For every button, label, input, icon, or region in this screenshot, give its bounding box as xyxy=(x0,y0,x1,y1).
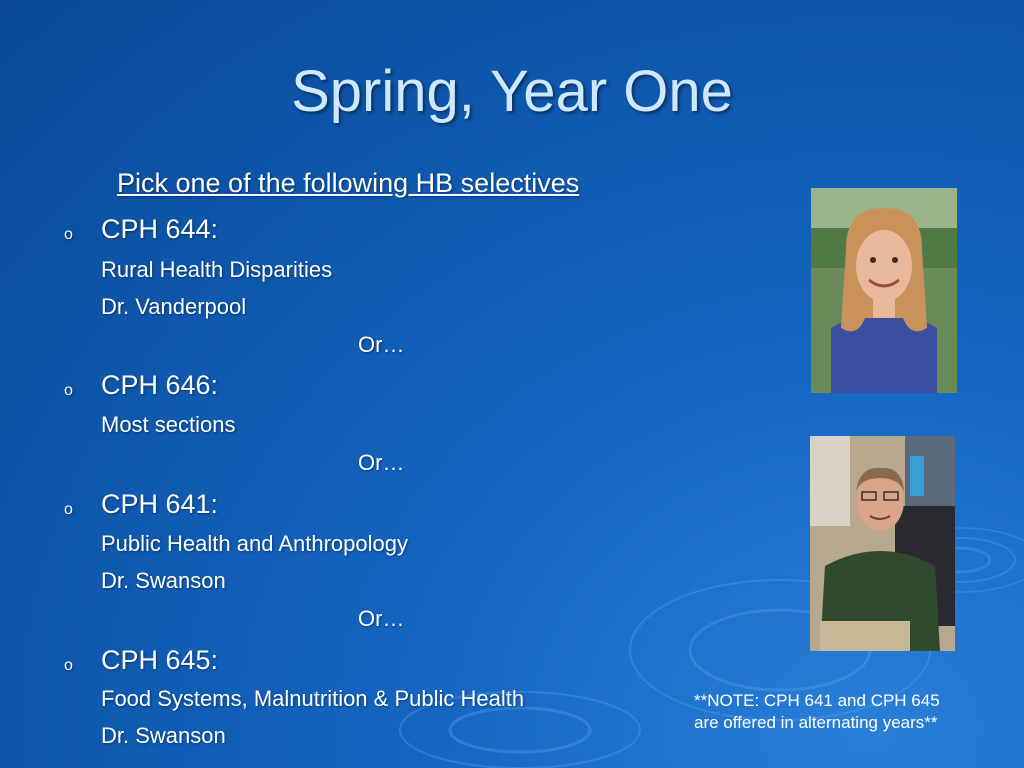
course-cph-644: CPH 644: xyxy=(101,214,219,244)
or-separator: Or… xyxy=(358,332,405,357)
course-cph-641: CPH 641: xyxy=(101,489,219,519)
course-title: Food Systems, Malnutrition & Public Health xyxy=(101,686,525,711)
slide-title: Spring, Year One xyxy=(291,59,733,124)
instructor: Dr. Vanderpool xyxy=(101,294,247,319)
course-title: Most sections xyxy=(101,412,236,437)
instructor: Dr. Swanson xyxy=(101,568,226,593)
course-cph-645: CPH 645: xyxy=(101,645,219,675)
course-title: Public Health and Anthropology xyxy=(101,531,408,556)
bullet-marker: o xyxy=(64,382,73,399)
or-separator: Or… xyxy=(358,450,405,475)
bullet-marker: o xyxy=(64,501,73,518)
note-line: **NOTE: CPH 641 and CPH 645 xyxy=(694,691,940,710)
subheading: Pick one of the following HB selectives xyxy=(117,168,580,198)
course-cph-646: CPH 646: xyxy=(101,370,219,400)
or-separator: Or… xyxy=(358,606,405,631)
course-title: Rural Health Disparities xyxy=(101,257,333,282)
instructor: Dr. Swanson xyxy=(101,723,226,748)
note xyxy=(694,690,1014,734)
note-line: are offered in alternating years** xyxy=(694,713,938,732)
photo-dr-swanson xyxy=(810,436,955,651)
bullet-marker: o xyxy=(64,657,73,674)
photo-dr-vanderpool xyxy=(811,188,957,393)
bullet-marker: o xyxy=(64,226,73,243)
